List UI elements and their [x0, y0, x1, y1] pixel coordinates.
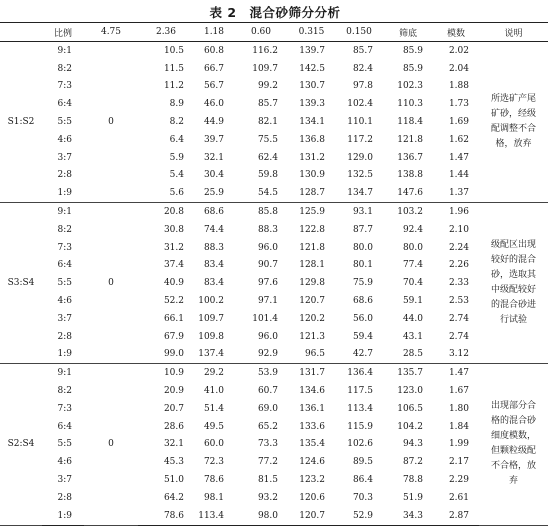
ratio-cell: 1:9 — [42, 507, 84, 525]
ratio-cell: 3:7 — [57, 475, 72, 486]
value-cell: 1.47 — [433, 364, 479, 382]
ratio-cell: 7:3 — [57, 403, 72, 414]
ratio-cell: 2:8 — [57, 331, 72, 342]
value-cell: 136.1 — [299, 403, 325, 414]
value-cell: 2.61 — [448, 492, 469, 503]
table-row — [0, 184, 548, 202]
ratio-cell: 9:1 — [42, 364, 84, 382]
value-cell: 135.4 — [299, 439, 325, 450]
value-cell: 137.4 — [198, 349, 224, 360]
value-cell: 1.37 — [448, 188, 469, 199]
value-cell: 139.3 — [299, 99, 325, 110]
value-cell: 109.7 — [198, 313, 224, 324]
value-cell: 122.8 — [299, 224, 325, 235]
header-2.36: 2.36 — [138, 23, 194, 42]
value-cell: 59.8 — [257, 170, 278, 181]
ratio-cell: 7:3 — [57, 242, 72, 253]
value-cell: 90.7 — [257, 260, 278, 271]
value-cell: 1.47 — [448, 152, 469, 163]
value-cell: 20.8 — [138, 203, 194, 221]
value-cell: 99.0 — [163, 349, 184, 360]
table-row — [0, 418, 548, 436]
value-cell: 98.1 — [203, 492, 224, 503]
value-cell: 132.5 — [347, 170, 373, 181]
value-cell: 97.8 — [352, 81, 373, 92]
remark-cell: 级配区出现较好的混合砂，选取其中级配较好的混合砂进行试验 — [479, 203, 548, 364]
value-cell: 87.2 — [402, 457, 423, 468]
value-cell: 128.1 — [299, 260, 325, 271]
value-cell: 83.4 — [203, 278, 224, 289]
value-cell: 131.2 — [299, 152, 325, 163]
value-cell: 77.2 — [257, 457, 278, 468]
value-cell: 2.74 — [448, 313, 469, 324]
value-cell: 1.69 — [448, 117, 469, 128]
value-cell: 109.8 — [198, 331, 224, 342]
header-row — [0, 23, 548, 42]
value-cell: 123.0 — [397, 386, 423, 397]
value-cell: 96.0 — [257, 331, 278, 342]
value-cell: 49.5 — [203, 421, 224, 432]
value-cell: 65.2 — [257, 421, 278, 432]
value-cell: 103.2 — [383, 203, 433, 221]
value-cell: 60.8 — [194, 42, 234, 60]
value-cell: 30.8 — [163, 224, 184, 235]
header-1.18: 1.18 — [194, 23, 234, 42]
value-cell: 74.4 — [203, 224, 224, 235]
table-row — [0, 400, 548, 418]
value-cell: 78.6 — [203, 475, 224, 486]
value-cell: 1.67 — [448, 386, 469, 397]
value-cell: 51.9 — [402, 492, 423, 503]
value-cell: 142.5 — [299, 63, 325, 74]
value-cell: 2.74 — [448, 331, 469, 342]
ratio-cell: 8:2 — [57, 224, 72, 235]
value-cell: 96.0 — [257, 242, 278, 253]
table-row — [0, 149, 548, 167]
value-cell: 110.1 — [347, 117, 373, 128]
header-ratio: 比例 — [42, 23, 84, 42]
table-row — [0, 60, 548, 78]
header-remark: 说明 — [479, 23, 548, 42]
table-row — [0, 507, 548, 525]
group-label: S1:S2 — [0, 42, 42, 203]
value-cell: 86.4 — [352, 475, 373, 486]
value-cell: 66.1 — [163, 313, 184, 324]
value-cell: 67.9 — [163, 331, 184, 342]
ratio-cell: 1:9 — [57, 349, 72, 360]
value-cell: 20.9 — [163, 386, 184, 397]
value-cell: 6.4 — [169, 134, 184, 145]
value-cell: 78.6 — [138, 507, 194, 525]
value-cell: 69.0 — [257, 403, 278, 414]
value-cell: 2.04 — [448, 63, 469, 74]
value-cell: 93.1 — [335, 203, 383, 221]
value-cell: 136.8 — [299, 134, 325, 145]
ratio-cell: 9:1 — [42, 42, 84, 60]
table-row — [0, 131, 548, 149]
value-cell: 29.2 — [194, 364, 234, 382]
value-cell: 92.4 — [402, 224, 423, 235]
table-body — [0, 42, 548, 526]
value-cell: 8.9 — [169, 99, 184, 110]
table-row — [0, 221, 548, 239]
value-cell: 131.7 — [288, 364, 335, 382]
value-cell: 2.53 — [448, 296, 469, 307]
table-row — [0, 346, 548, 364]
value-cell: 78.8 — [402, 475, 423, 486]
value-cell: 5.6 — [169, 188, 184, 199]
value-cell: 129.8 — [299, 278, 325, 289]
value-cell: 85.9 — [402, 63, 423, 74]
ratio-cell: 2:8 — [57, 492, 72, 503]
value-cell: 2.87 — [433, 507, 479, 525]
value-cell: 125.9 — [288, 203, 335, 221]
value-cell: 104.2 — [397, 421, 423, 432]
value-cell: 75.9 — [352, 278, 373, 289]
value-cell: 56.0 — [352, 313, 373, 324]
ratio-cell: 5:5 — [57, 278, 72, 289]
value-cell: 134.6 — [299, 386, 325, 397]
value-cell: 139.7 — [288, 42, 335, 60]
table-row — [0, 489, 548, 507]
value-cell: 37.4 — [163, 260, 184, 271]
value-cell: 28.6 — [163, 421, 184, 432]
sieve-4.75-cell: 0 — [84, 203, 138, 364]
value-cell: 73.3 — [257, 439, 278, 450]
value-cell: 100.2 — [198, 296, 224, 307]
value-cell: 3.12 — [448, 349, 469, 360]
header-0.60: 0.60 — [234, 23, 288, 42]
sieve-4.75-cell: 0 — [84, 42, 138, 203]
value-cell: 85.7 — [257, 99, 278, 110]
table-row — [0, 274, 548, 292]
ratio-cell: 4:6 — [57, 296, 72, 307]
value-cell: 109.7 — [252, 63, 278, 74]
table-row — [0, 364, 548, 382]
value-cell: 1.99 — [448, 439, 469, 450]
value-cell: 129.0 — [347, 152, 373, 163]
value-cell: 30.4 — [203, 170, 224, 181]
ratio-cell: 8:2 — [57, 63, 72, 74]
ratio-cell: 3:7 — [57, 152, 72, 163]
table-row — [0, 453, 548, 471]
value-cell: 81.5 — [257, 475, 278, 486]
value-cell: 66.7 — [203, 63, 224, 74]
ratio-cell: 4:6 — [57, 134, 72, 145]
value-cell: 80.0 — [402, 242, 423, 253]
value-cell: 118.4 — [397, 117, 423, 128]
value-cell: 53.9 — [234, 364, 288, 382]
value-cell: 44.0 — [402, 313, 423, 324]
remark-cell: 所选矿产尾矿砂，经级配调整不合格，放弃 — [479, 42, 548, 203]
table-row — [0, 78, 548, 96]
header-0.315: 0.315 — [288, 23, 335, 42]
group-label: S3:S4 — [0, 203, 42, 364]
value-cell: 106.5 — [397, 403, 423, 414]
value-cell: 72.3 — [203, 457, 224, 468]
value-cell: 11.5 — [163, 63, 184, 74]
value-cell: 93.2 — [257, 492, 278, 503]
value-cell: 87.7 — [352, 224, 373, 235]
value-cell: 115.9 — [347, 421, 373, 432]
value-cell: 98.0 — [234, 507, 288, 525]
sieve-analysis-table — [0, 22, 548, 526]
table-row — [0, 167, 548, 185]
value-cell: 43.1 — [402, 331, 423, 342]
table-row — [0, 239, 548, 257]
value-cell: 120.6 — [299, 492, 325, 503]
ratio-cell: 6:4 — [57, 260, 72, 271]
value-cell: 121.8 — [299, 242, 325, 253]
value-cell: 136.7 — [397, 152, 423, 163]
value-cell: 1.73 — [448, 99, 469, 110]
value-cell: 133.6 — [299, 421, 325, 432]
value-cell: 62.4 — [257, 152, 278, 163]
table-title: 表 2 混合砂筛分分析 — [209, 5, 341, 20]
value-cell: 52.9 — [335, 507, 383, 525]
group-label: S2:S4 — [0, 364, 42, 525]
value-cell: 121.3 — [299, 331, 325, 342]
value-cell: 102.4 — [347, 99, 373, 110]
value-cell: 77.4 — [402, 260, 423, 271]
value-cell: 32.1 — [203, 152, 224, 163]
value-cell: 1.44 — [448, 170, 469, 181]
value-cell: 94.3 — [402, 439, 423, 450]
value-cell: 10.9 — [138, 364, 194, 382]
value-cell: 97.6 — [257, 278, 278, 289]
value-cell: 70.4 — [402, 278, 423, 289]
value-cell: 56.7 — [203, 81, 224, 92]
value-cell: 128.7 — [299, 188, 325, 199]
table-row — [0, 292, 548, 310]
value-cell: 46.0 — [203, 99, 224, 110]
value-cell: 110.3 — [397, 99, 423, 110]
sieve-4.75-cell: 0 — [84, 364, 138, 525]
value-cell: 97.1 — [257, 296, 278, 307]
ratio-cell: 4:6 — [57, 457, 72, 468]
value-cell: 121.8 — [397, 134, 423, 145]
value-cell: 88.3 — [257, 224, 278, 235]
value-cell: 54.5 — [257, 188, 278, 199]
value-cell: 2.26 — [448, 260, 469, 271]
value-cell: 101.4 — [252, 313, 278, 324]
value-cell: 70.3 — [352, 492, 373, 503]
value-cell: 85.8 — [234, 203, 288, 221]
value-cell: 123.2 — [299, 475, 325, 486]
value-cell: 11.2 — [163, 81, 184, 92]
value-cell: 117.2 — [347, 134, 373, 145]
table-row — [0, 113, 548, 131]
value-cell: 80.1 — [352, 260, 373, 271]
value-cell: 102.6 — [347, 439, 373, 450]
value-cell: 75.5 — [257, 134, 278, 145]
value-cell: 1.80 — [448, 403, 469, 414]
value-cell: 99.2 — [257, 81, 278, 92]
value-cell: 10.5 — [138, 42, 194, 60]
ratio-cell: 9:1 — [42, 203, 84, 221]
header-group — [0, 23, 42, 42]
value-cell: 116.2 — [234, 42, 288, 60]
table-row — [0, 382, 548, 400]
value-cell: 82.4 — [352, 63, 373, 74]
value-cell: 2.33 — [448, 278, 469, 289]
value-cell: 85.7 — [335, 42, 383, 60]
header-pan: 筛底 — [383, 23, 433, 42]
ratio-cell: 1:9 — [57, 188, 72, 199]
value-cell: 130.7 — [299, 81, 325, 92]
value-cell: 80.0 — [352, 242, 373, 253]
value-cell: 59.1 — [402, 296, 423, 307]
value-cell: 31.2 — [163, 242, 184, 253]
value-cell: 1.84 — [448, 421, 469, 432]
remark-cell: 出现部分合格的混合砂细度模数，但颗粒级配不合格，放弃 — [479, 364, 548, 525]
value-cell: 88.3 — [203, 242, 224, 253]
value-cell: 20.7 — [163, 403, 184, 414]
value-cell: 68.6 — [194, 203, 234, 221]
table-row — [0, 257, 548, 275]
value-cell: 96.5 — [304, 349, 325, 360]
value-cell: 92.9 — [257, 349, 278, 360]
value-cell: 32.1 — [163, 439, 184, 450]
value-cell: 2.24 — [448, 242, 469, 253]
value-cell: 45.3 — [163, 457, 184, 468]
value-cell: 130.9 — [299, 170, 325, 181]
value-cell: 85.9 — [383, 42, 433, 60]
table-row — [0, 310, 548, 328]
value-cell: 40.9 — [163, 278, 184, 289]
table-row — [0, 42, 548, 60]
value-cell: 120.7 — [299, 296, 325, 307]
table-row — [0, 436, 548, 454]
value-cell: 124.6 — [299, 457, 325, 468]
value-cell: 82.1 — [257, 117, 278, 128]
ratio-cell: 6:4 — [57, 99, 72, 110]
value-cell: 89.5 — [352, 457, 373, 468]
ratio-cell: 3:7 — [57, 313, 72, 324]
table-row — [0, 328, 548, 346]
value-cell: 1.96 — [433, 203, 479, 221]
value-cell: 5.9 — [169, 152, 184, 163]
value-cell: 68.6 — [352, 296, 373, 307]
value-cell: 51.0 — [163, 475, 184, 486]
value-cell: 83.4 — [203, 260, 224, 271]
value-cell: 39.7 — [203, 134, 224, 145]
ratio-cell: 6:4 — [57, 421, 72, 432]
ratio-cell: 5:5 — [57, 439, 72, 450]
value-cell: 59.4 — [352, 331, 373, 342]
value-cell: 1.88 — [448, 81, 469, 92]
value-cell: 134.1 — [299, 117, 325, 128]
value-cell: 34.3 — [383, 507, 433, 525]
value-cell: 113.4 — [194, 507, 234, 525]
value-cell: 113.4 — [347, 403, 373, 414]
ratio-cell: 7:3 — [57, 81, 72, 92]
value-cell: 52.2 — [163, 296, 184, 307]
value-cell: 102.3 — [397, 81, 423, 92]
value-cell: 44.9 — [203, 117, 224, 128]
value-cell: 138.8 — [397, 170, 423, 181]
value-cell: 2.10 — [448, 224, 469, 235]
value-cell: 5.4 — [169, 170, 184, 181]
value-cell: 25.9 — [203, 188, 224, 199]
table-row — [0, 203, 548, 221]
value-cell: 2.29 — [448, 475, 469, 486]
value-cell: 120.2 — [299, 313, 325, 324]
value-cell: 8.2 — [169, 117, 184, 128]
ratio-cell: 2:8 — [57, 170, 72, 181]
value-cell: 60.7 — [257, 386, 278, 397]
header-0.150: 0.150 — [335, 23, 383, 42]
value-cell: 120.7 — [288, 507, 335, 525]
value-cell: 117.5 — [347, 386, 373, 397]
table-row — [0, 95, 548, 113]
ratio-cell: 5:5 — [57, 117, 72, 128]
ratio-cell: 8:2 — [57, 386, 72, 397]
value-cell: 1.62 — [448, 134, 469, 145]
value-cell: 2.02 — [433, 42, 479, 60]
value-cell: 135.7 — [383, 364, 433, 382]
header-4.75: 4.75 — [84, 23, 138, 42]
value-cell: 42.7 — [352, 349, 373, 360]
value-cell: 134.7 — [347, 188, 373, 199]
value-cell: 136.4 — [335, 364, 383, 382]
value-cell: 64.2 — [163, 492, 184, 503]
value-cell: 41.0 — [203, 386, 224, 397]
header-modulus: 模数 — [433, 23, 479, 42]
value-cell: 28.5 — [402, 349, 423, 360]
value-cell: 51.4 — [203, 403, 224, 414]
table-row — [0, 471, 548, 489]
value-cell: 60.0 — [203, 439, 224, 450]
value-cell: 2.17 — [448, 457, 469, 468]
value-cell: 147.6 — [397, 188, 423, 199]
